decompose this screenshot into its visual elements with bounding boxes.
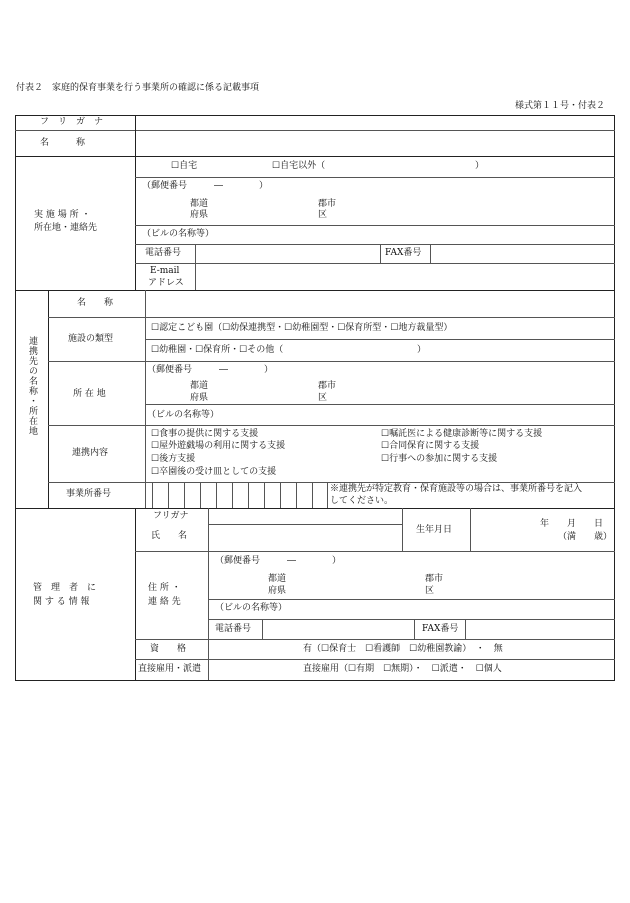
email-label-2: アドレス	[148, 278, 184, 288]
pref-label-1: 都道	[190, 381, 209, 391]
employment-options[interactable]: 直接雇用（☐有期 ☐無期）・ ☐派遣・ ☐個人	[303, 664, 502, 674]
location-label-2: 所在地・連絡先	[34, 223, 98, 233]
coop-item-meal[interactable]: ☐食事の提供に関する支援	[151, 429, 259, 439]
pref-label-2: 府県	[268, 586, 287, 596]
partner-vertical-label: 連携先の名称・所在地	[27, 336, 37, 436]
name-label: 名 称	[40, 138, 86, 148]
city-label-1: 郡市	[425, 574, 444, 584]
city-label-2: 区	[425, 586, 435, 596]
office-note-1: ※連携先が特定教育・保育施設等の場合は、事業所番号を記入	[330, 484, 583, 494]
facility-type-line-1[interactable]: ☐認定こども園（☐幼保連携型・☐幼稚園型・☐保育所型・☐地方裁量型）	[151, 323, 453, 333]
coop-item-joint-care[interactable]: ☐合同保育に関する支援	[381, 441, 480, 451]
address-label: 所 在 地	[73, 389, 106, 399]
coop-item-playground[interactable]: ☐屋外遊戯場の利用に関する支援	[151, 441, 286, 451]
tel-label: 電話番号	[215, 624, 252, 634]
building-name: （ビルの名称等）	[215, 603, 288, 613]
home-checkbox[interactable]: ☐自宅	[171, 161, 198, 171]
city-label-2: 区	[318, 393, 328, 403]
postal-code: （郵便番号 ― ）	[215, 556, 342, 566]
pref-label-2: 府県	[190, 393, 209, 403]
employment-label: 直接雇用・派遣	[138, 664, 202, 674]
office-number-label: 事業所番号	[66, 489, 112, 499]
city-label-1: 郡市	[318, 199, 337, 209]
paren-close: ）	[475, 161, 485, 171]
furigana-label: フ リ ガ ナ	[40, 117, 104, 127]
manager-label-1: 管 理 者 に	[33, 583, 97, 593]
coop-item-doctor[interactable]: ☐嘱託医による健康診断等に関する支援	[381, 429, 543, 439]
location-label-1: 実 施 場 所 ・	[34, 210, 91, 220]
manager-address-label-2: 連 絡 先	[148, 597, 181, 607]
fax-label: FAX番号	[385, 248, 422, 258]
page-title: 付表２ 家庭的保育事業を行う事業所の確認に係る記載事項	[16, 83, 260, 93]
city-label-2: 区	[318, 210, 328, 220]
qualification-label: 資 格	[150, 644, 187, 654]
building-name: （ビルの名称等）	[142, 229, 215, 239]
manager-address-label-1: 住 所 ・	[148, 583, 181, 593]
coop-item-backup[interactable]: ☐後方支援	[151, 454, 196, 464]
partner-name-label: 名 称	[77, 298, 114, 308]
coop-item-after-graduation[interactable]: ☐卒園後の受け皿としての支援	[151, 467, 277, 477]
tel-label: 電話番号	[145, 248, 182, 258]
pref-label-1: 都道	[268, 574, 287, 584]
fax-label: FAX番号	[422, 624, 459, 634]
postal-code: （郵便番号 ― ）	[142, 181, 269, 191]
birth-ymd: 年 月 日	[540, 519, 604, 529]
form-number: 様式第１１号・付表２	[515, 101, 606, 111]
manager-name-label: 氏 名	[151, 531, 188, 541]
paren-close: ）	[417, 345, 427, 355]
pref-label-1: 都道	[190, 199, 209, 209]
postal-code: （郵便番号 ― ）	[147, 365, 274, 375]
city-label-1: 郡市	[318, 381, 337, 391]
manager-label-2: 関 す る 情 報	[33, 597, 90, 607]
pref-label-2: 府県	[190, 210, 209, 220]
birth-date-label: 生年月日	[416, 525, 453, 535]
other-place-checkbox[interactable]: ☐自宅以外（	[272, 161, 326, 171]
office-note-2: してください。	[330, 496, 394, 506]
qualification-options[interactable]: 有（☐保育士 ☐看護師 ☐幼稚園教諭） ・ 無	[303, 644, 503, 654]
facility-type-line-2[interactable]: ☐幼稚園・☐保育所・☐その他（	[151, 345, 284, 355]
coop-item-events[interactable]: ☐行事への参加に関する支援	[381, 454, 498, 464]
building-name: （ビルの名称等）	[147, 410, 220, 420]
facility-type-label: 施設の類型	[68, 334, 114, 344]
email-label-1: E-mail	[150, 266, 180, 276]
manager-furigana-label: フリガナ	[153, 511, 189, 521]
age-field: （満 歳）	[558, 532, 613, 542]
coop-label: 連携内容	[72, 448, 109, 458]
